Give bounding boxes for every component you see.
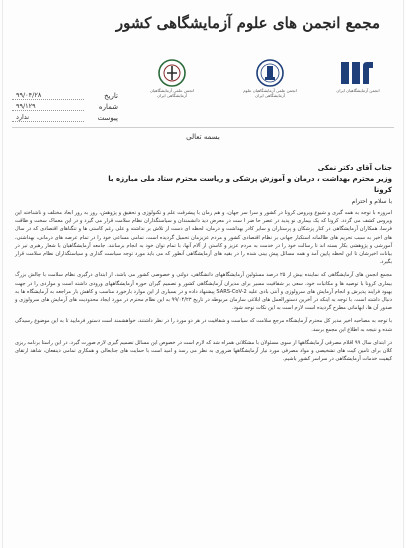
recipient-title: وزیر محترم بهداشت ، درمان و آموزش پزشکی و ریاست محترم ستاد ملی مبارزه با کرونا bbox=[108, 175, 392, 194]
lab-science-society-logo bbox=[240, 58, 300, 98]
number-label: شماره bbox=[98, 102, 118, 111]
iran-laboratory-society-logo-icon bbox=[339, 58, 377, 88]
attachment-label: پیوست bbox=[97, 113, 118, 122]
attachment-row bbox=[12, 112, 118, 123]
body-paragraph: مجمع انجمن های آزمایشگاهی که نماینده بیش از ۲۵ درصد مسئولین آزمایشگاههای دانشگاهی، دولتی و خصوصی کشور می باشد، از ابتدای درگیری نظام سلامت با چالش بزرگ بیماری کرونا با توصیه ها و مکاتبات خود، سعی بر شفافیت مسیر برای مدیران آزمایشگاهی کشور و تصمیم گیران حوزه آزمایشگاههای ورودی داشته است و مواردی را در جهت بهبود فرایند پذیرش و انجام آزمایش های سرولوژی و آنتی بادی علیه SARS-CoV-2 پیشنهاد داده و در بسیاری از این موارد بازخورد مناسب و کاهش بار مراجعه به آزمایشگاه ها به دنبال داشته است. با توجه به اینکه در آخرین دستورالعمل های ابلاغی سازمان مربوطه در تاریخ ۹۹/۰۴/۲۳ به این نظام محترم در مورد ایجاد محدودیت های آزمایش های سرولوژی و صدور آن ها، ابهاماتی مطرح گردیده است لازم است به این نکات توجه شود. bbox=[15, 272, 392, 312]
number-value: ۹۹/۱۲۹ bbox=[12, 102, 84, 111]
recipient-name: جناب آقای دکتر نمکی bbox=[317, 164, 392, 172]
body-paragraph: با توجه به مصاحبه اخیر مدیر کل محترم آزمایشگاه مرجع سلامت که سیاست و شفافیت در هر دو مورد را در نظر داشتند، خواهشمند است دستور فرمایید تا به این موضوع رسیدگی شده و نتیجه به اطلاع این مجمع برسد. bbox=[15, 318, 392, 333]
number-row bbox=[12, 101, 118, 112]
basmala: بسمه تعالی bbox=[186, 133, 220, 141]
lab-science-society-logo-icon bbox=[255, 58, 285, 88]
attachment-value: ندارد bbox=[12, 113, 84, 122]
date-value: ۹۹/۰۴/۲۸ bbox=[12, 91, 84, 100]
logo-caption: انجمن آزمایشگاهیان ایران bbox=[336, 88, 380, 93]
clinical-lab-society-logo bbox=[146, 58, 198, 98]
header-divider bbox=[12, 127, 394, 128]
date-row bbox=[12, 90, 118, 101]
recipient-block bbox=[92, 163, 392, 196]
clinical-lab-society-logo-icon bbox=[157, 58, 187, 88]
organization-title: مجمع انجمن های علوم آزمایشگاهی کشور bbox=[115, 14, 380, 32]
greeting: با سلام و احترام bbox=[351, 198, 392, 205]
date-label: تاریخ bbox=[104, 91, 118, 100]
letter-metadata bbox=[12, 90, 118, 123]
body-paragraph: در ابتدای سال ۹۹ اقلام مصرفی آزمایشگاهها از سوی مسئولان با مشکلاتی همراه شد که لازم است در خصوص این مسائل تصمیم گیری لازم صورت گیرد. در این راستا برنامه ریزی کلان برای تامین کیت های تشخیصی و مواد مصرفی مورد نیاز آزمایشگاهها ضروری به نظر می رسد و امید است با حمایت های جنابعالی و همکاری تمامی ذینفعان، شاهد ارتقای کیفیت خدمات آزمایشگاهی در سراسر کشور باشیم. bbox=[15, 339, 392, 363]
logo-caption: انجمن علمی آزمایشگاهیان آزمایشگاهی ایران bbox=[149, 88, 195, 98]
body-paragraph: امروزه با توجه به همه گیری و شیوع ویروس کرونا در کشور و سرا سر جهان، و هم زمان با پیشرفت علم و تکنولوژی و تحقیق و پژوهش، روز به روز ابعاد مختلف و ناشناخته این ویروس کشف می گردد. کرونا که یک بیماری نو پدید در عصر حا ضر ا ست در معرض دید دانشمندان و سیاستگذاران نظام سلامت قرار می گیرد و در این معماک سخت و طاقت فرسا، همکاران آزمایشگاهی در کنار پزشکان و پرستاران و سایر کادر بهداشت و درمان، لحظه ای دست از تلاش بر نداشته و علی رغم کاستی ها و تنگناهای اقتصادی که در سال های اخیر به سبب تحریم های ظالمانه استکبار جهانی بر نظام اقتصادی کشور و مردم عزیزمان تحمیل گردیده است، تمامی مساعی خود را در تمام عرصه های درمانی، بهداشتی، آموزشی و پژوهشی بکار بسته اند تا رسالت خود را در خدمت به مردم عزیز و کاستن از آلام آنها، با تمام توان خود به انجام برسانند. جامعه آزمایشگاهیان با شعار رهبری تیر در بیانات اخیرشان تا این لحظه پایین آمد و همه مسائل پیش بینی شده را در بقیه های آزمایشگاهی آنطور که می باید مورد توجه سیاست گذاری و سیاستگذاران نظام سلامت قرار بگیرد. bbox=[15, 210, 392, 266]
iran-laboratory-society-logo bbox=[328, 58, 388, 93]
logo-strip bbox=[138, 58, 388, 118]
logo-caption: انجمن علمی آزمایشگاهیان علوم آزمایشگاهی ایران bbox=[243, 88, 297, 98]
letter-body bbox=[15, 209, 392, 368]
